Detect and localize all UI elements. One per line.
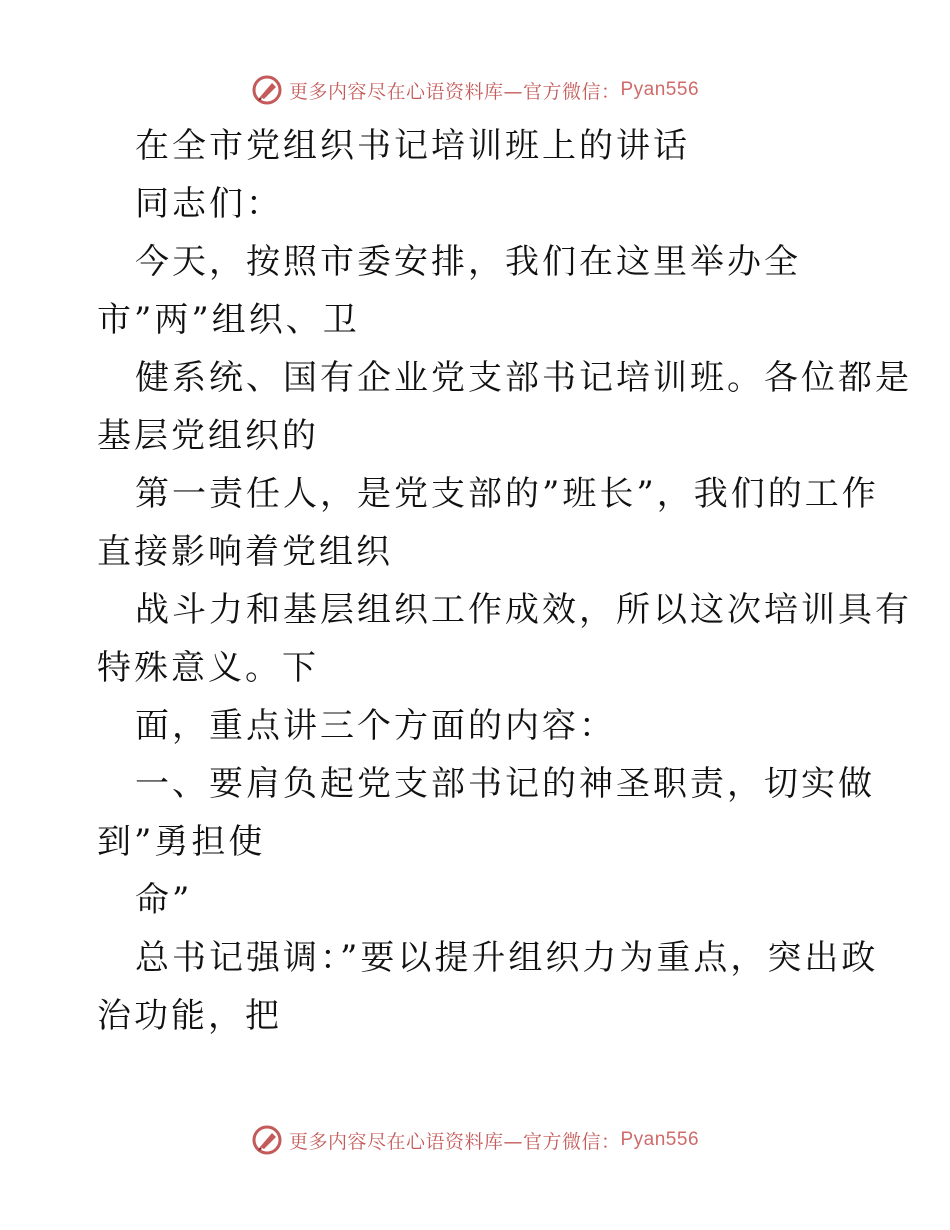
banner-wechat-handle: Pyan556 [620, 79, 700, 100]
pen-nib-logo-icon [251, 1124, 283, 1156]
document-line: 一、要肩负起党支部书记的神圣职责，切实做 [135, 764, 875, 804]
document-line: 今天，按照市委安排，我们在这里举办全 [135, 242, 801, 282]
document-line: 同志们： [135, 184, 283, 224]
document-line: 健系统、国有企业党支部书记培训班。各位都是 [135, 358, 912, 398]
document-line: 总书记强调：”要以提升组织力为重点，突出政 [135, 938, 879, 978]
document-line: 直接影响着党组织 [97, 532, 393, 572]
footer-banner [0, 1122, 950, 1158]
pen-nib-logo-icon [251, 74, 283, 106]
header-banner [0, 72, 950, 108]
document-line: 市”两”组织、卫 [97, 300, 360, 340]
banner-wechat-handle: Pyan556 [620, 1129, 700, 1150]
banner-text: 更多内容尽在心语资料库—官方微信： [288, 80, 621, 103]
document-line: 面，重点讲三个方面的内容： [135, 706, 616, 746]
document-line: 治功能，把 [97, 996, 282, 1036]
document-line: 第一责任人，是党支部的”班长”，我们的工作 [135, 474, 879, 514]
document-line: 战斗力和基层组织工作成效，所以这次培训具有 [135, 590, 912, 630]
document-line: 到”勇担使 [97, 822, 266, 862]
document-line: 特殊意义。下 [97, 648, 319, 688]
document-line: 基层党组织的 [97, 416, 319, 456]
document-body [97, 117, 912, 1045]
document-line: 在全市党组织书记培训班上的讲话 [135, 126, 690, 166]
document-line: 命” [135, 880, 193, 920]
banner-text: 更多内容尽在心语资料库—官方微信： [288, 1130, 621, 1153]
